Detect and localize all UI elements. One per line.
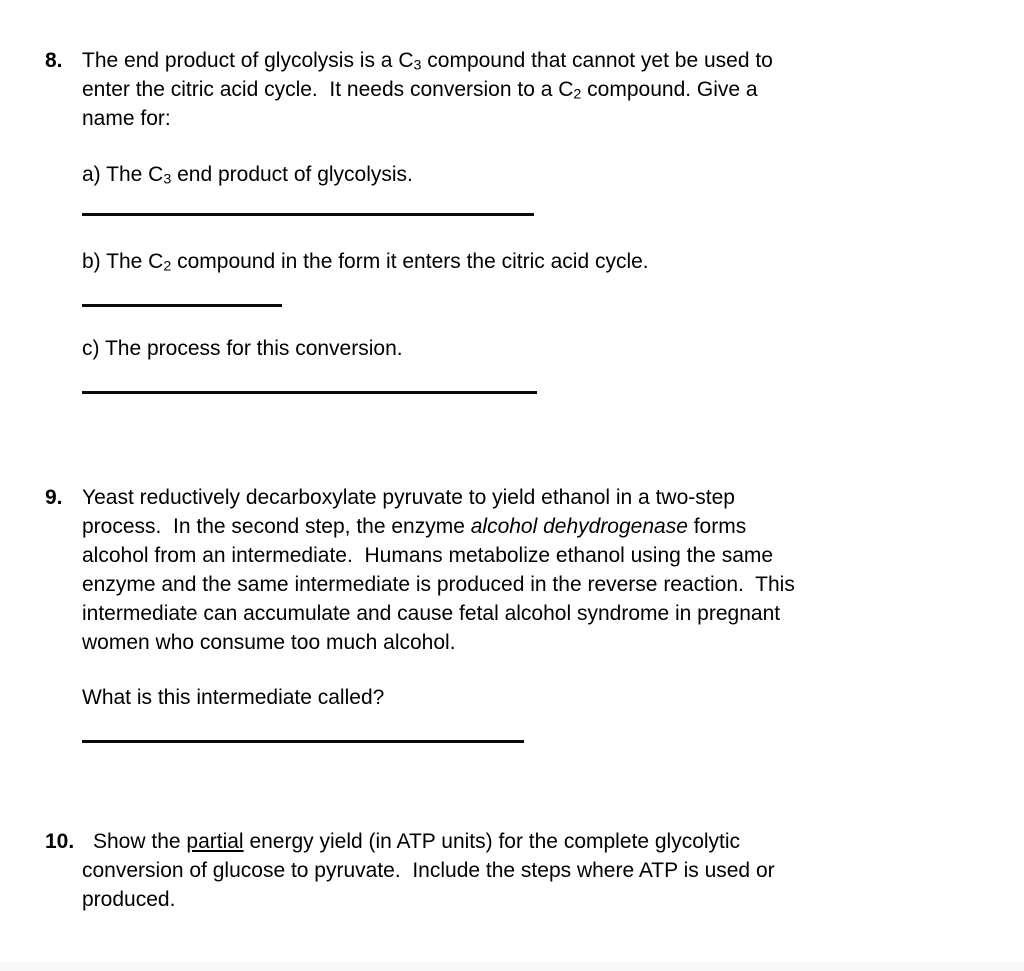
text-line	[82, 885, 1024, 914]
question-8-part-a	[82, 160, 1024, 189]
question-8-number: 8.	[45, 49, 63, 72]
text-line	[82, 683, 1024, 712]
question-10-body	[82, 827, 1024, 914]
text-line	[82, 104, 1024, 133]
text-run: compound in the form it enters the citric acid cycle.	[171, 250, 649, 273]
text-line	[82, 512, 1024, 541]
text-run: enzyme and the same intermediate is produced in the reverse reaction. This	[82, 573, 795, 596]
text-run: Show the	[93, 830, 187, 853]
text-run: forms	[687, 515, 747, 538]
text-run: partial	[186, 830, 244, 853]
question-8-part-b	[82, 247, 1024, 276]
text-run: 2	[163, 258, 172, 275]
text-run: alcohol dehydrogenase	[470, 515, 688, 538]
text-line	[82, 541, 1024, 570]
text-run: b) The C	[82, 250, 164, 273]
text-run: compound. Give a	[581, 78, 758, 101]
question-9-body	[82, 483, 1024, 657]
text-line	[82, 160, 1024, 189]
question-10	[0, 827, 1024, 914]
text-run: 3	[413, 57, 422, 74]
question-10-number: 10.	[45, 830, 75, 853]
text-run: alcohol from an intermediate. Humans metabolize ethanol using the same	[82, 544, 774, 567]
text-line	[82, 827, 1024, 856]
text-line	[82, 570, 1024, 599]
question-8-part-c	[82, 334, 1024, 363]
text-run: 2	[573, 86, 582, 103]
answer-line-8b	[82, 304, 282, 307]
text-run: What is this intermediate called?	[82, 686, 385, 709]
question-9	[0, 483, 1024, 743]
text-line	[82, 483, 1024, 512]
answer-line-8c	[82, 391, 537, 394]
text-line	[82, 628, 1024, 657]
text-line	[82, 856, 1024, 885]
question-9-prompt	[82, 683, 1024, 712]
text-run: The end product of glycolysis is a C	[82, 49, 414, 72]
text-line	[82, 46, 1024, 75]
question-8	[0, 46, 1024, 394]
text-run: process. In the second step, the enzyme	[82, 515, 471, 538]
text-run: c) The process for this conversion.	[82, 337, 403, 360]
text-run: 3	[163, 171, 172, 188]
text-run: energy yield (in ATP units) for the complete glycolytic	[243, 830, 741, 853]
text-run: a) The C	[82, 163, 164, 186]
text-run: produced.	[82, 888, 176, 911]
text-run: intermediate can accumulate and cause fetal alcohol syndrome in pregnant	[82, 602, 781, 625]
page-bottom-strip	[0, 962, 1024, 971]
text-line	[82, 247, 1024, 276]
question-9-number: 9.	[45, 486, 63, 509]
answer-line-9	[82, 740, 524, 743]
text-line	[82, 334, 1024, 363]
text-run: Yeast reductively decarboxylate pyruvate to yield ethanol in a two-step	[82, 486, 735, 509]
text-run: compound that cannot yet be used to	[421, 49, 773, 72]
answer-line-8a	[82, 213, 534, 216]
text-run: women who consume too much alcohol.	[82, 631, 456, 654]
text-run: name for:	[82, 107, 171, 130]
question-8-body	[82, 46, 1024, 133]
text-run: conversion of glucose to pyruvate. Include the steps where ATP is used or	[82, 859, 775, 882]
text-line	[82, 599, 1024, 628]
text-line	[82, 75, 1024, 104]
text-run: enter the citric acid cycle. It needs conversion to a C	[82, 78, 574, 101]
text-run: end product of glycolysis.	[171, 163, 413, 186]
